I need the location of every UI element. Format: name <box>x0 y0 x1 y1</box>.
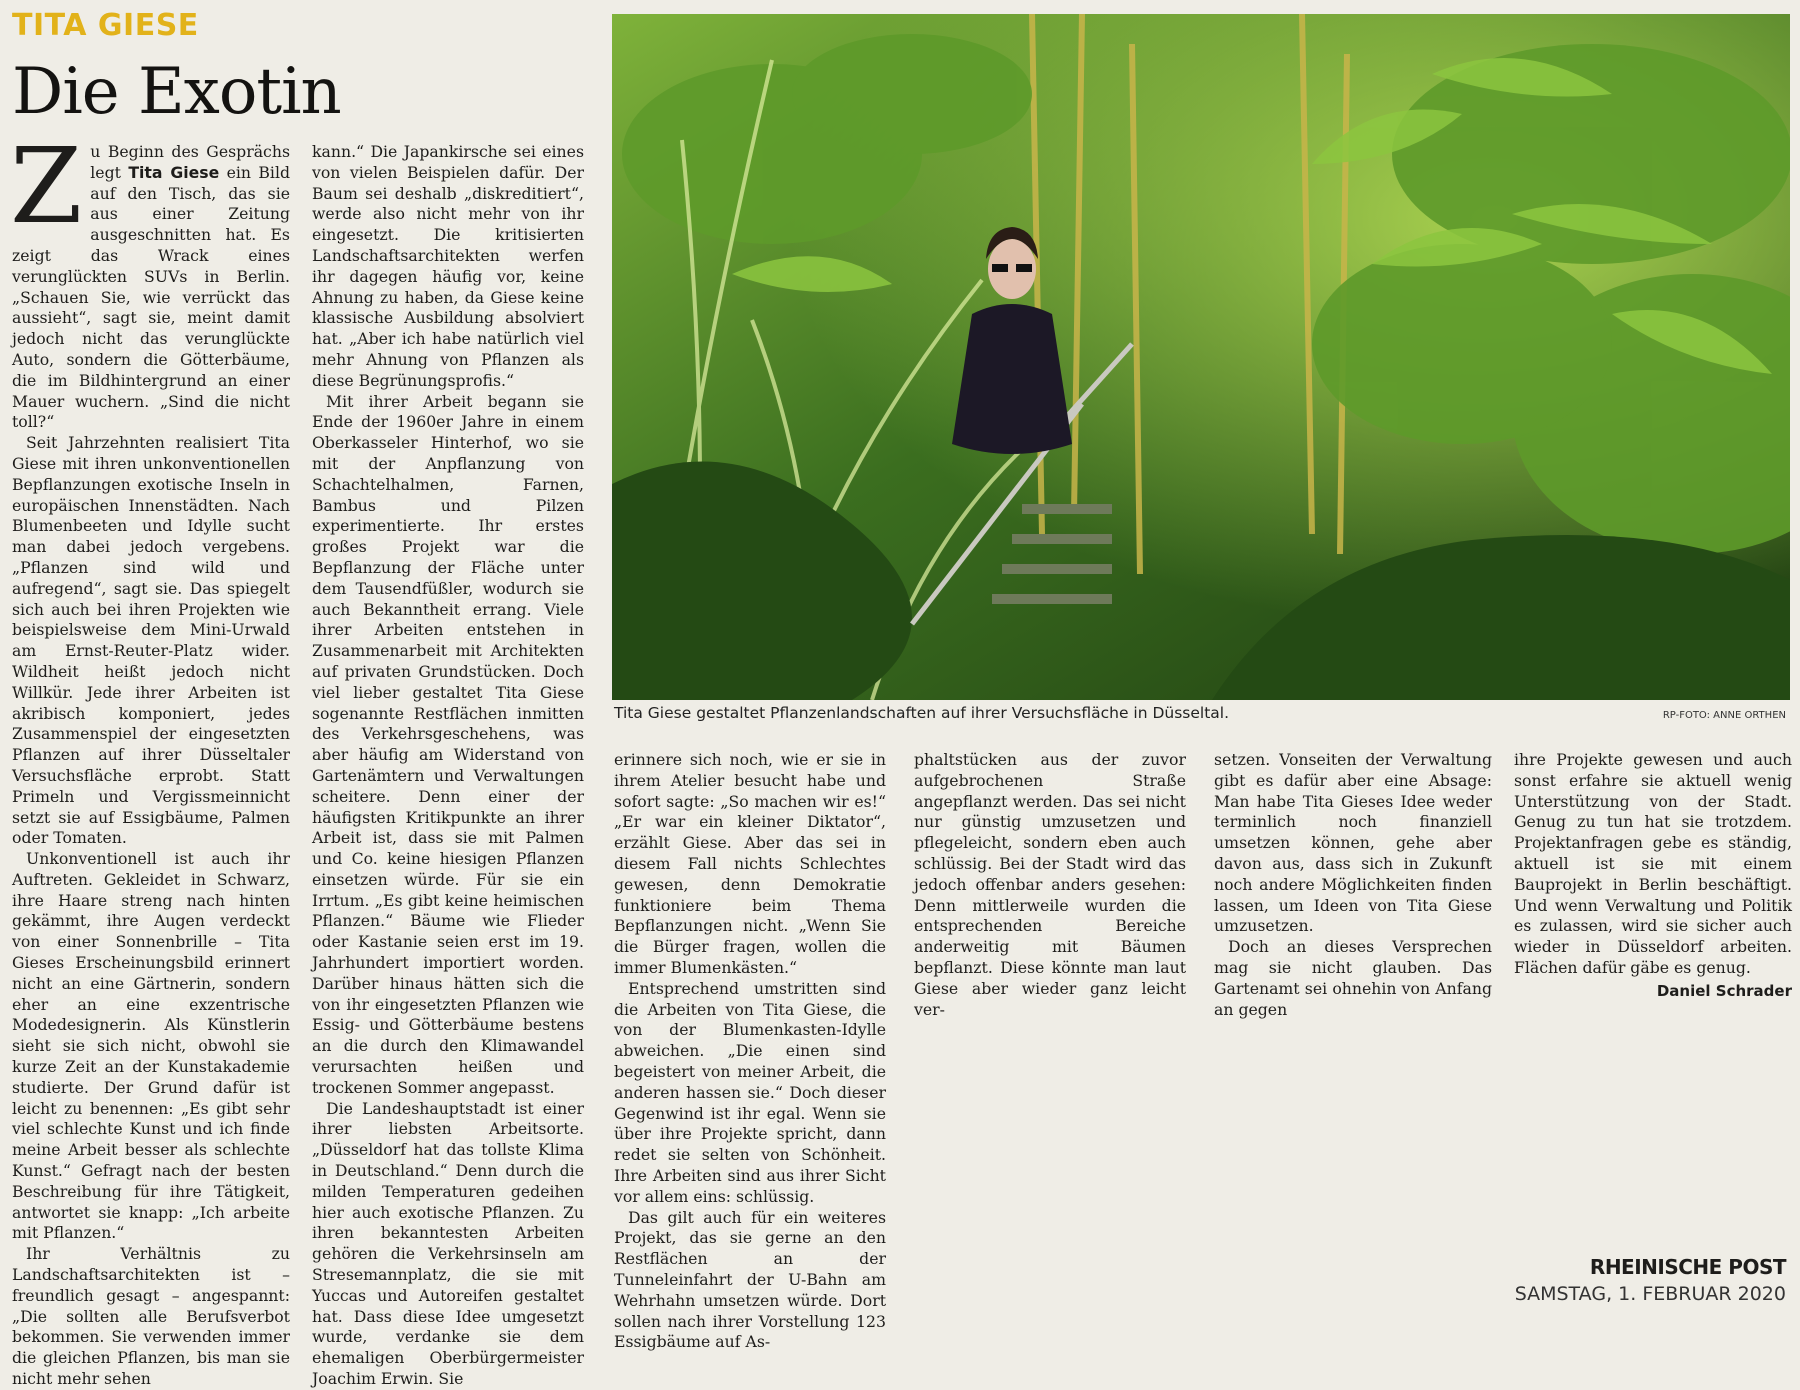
paragraph: Das gilt auch für ein weiteres Projekt, das sie gerne an den Restflächen an der Tunneleinfahrt der U-Bahn am Wehrhahn umsetzen würde. Dort sollen nach ihrer Vorstellung 123 Essigbäume auf As- <box>614 1207 886 1352</box>
article-headline: Die Exotin <box>12 55 341 129</box>
author-byline: Daniel Schrader <box>1656 981 1792 1000</box>
person-name: Tita Giese <box>128 162 220 182</box>
paragraph: Doch an dieses Versprechen mag sie nicht glauben. Das Gartenamt sei ohnehin von Anfang an gegen <box>1214 937 1492 1019</box>
paragraph: ihre Projekte gewesen und auch sonst erfahre sie aktuell wenig Unterstützung von der Stadt. Genug zu tun hat sie trotzdem. Projektanfragen gebe es ständig, aktuell ist sie mit einem Bauprojekt in Berlin beschäftigt. Und wenn Verwaltung und Politik es zulassen, wird sie sicher auch wieder in Düsseldorf arbeiten. Flächen dafür gäbe es genug. <box>1514 750 1792 977</box>
article-column-3 <box>614 750 886 1353</box>
paragraph: kann.“ Die Japankirsche sei eines von vielen Beispielen dafür. Der Baum sei deshalb „diskreditiert“, werde also nicht mehr von ihr eingesetzt. Die kritisierten Landschaftsarchitekten werfen ihr dagegen häufig vor, keine Ahnung zu haben, da Giese keine klassische Ausbildung absolviert hat. „Aber ich habe natürlich viel mehr Ahnung von Pflanzen als diese Begrünungsprofis.“ <box>312 142 584 390</box>
jungle-garden-illustration <box>612 14 1790 700</box>
article-kicker: TITA GIESE <box>12 8 199 43</box>
paragraph: erinnere sich noch, wie er sie in ihrem Atelier besucht habe und sofort sagte: „So machen wir es!“ „Er war ein kleiner Diktator“, erzählt Giese. Aber das sei in diesem Fall nichts Schlechtes gewesen, denn Demokratie funktioniere beim Thema Bepflanzungen nicht. „Wenn Sie die Bürger fragen, wollen die immer Blumenkästen.“ <box>614 750 886 977</box>
paragraph: Die Landeshauptstadt ist einer ihrer liebsten Arbeitsorte. „Düsseldorf hat das tollste Klima in Deutschland.“ Denn durch die milden Temperaturen gedeihen hier auch exotische Pflanzen. Zu ihren bekanntesten Arbeiten gehören die Verkehrsinseln am Stresemannplatz, die sie mit Yuccas und Autoreifen gestaltet hat. Dass diese Idee umgesetzt wurde, verdanke sie dem ehemaligen Oberbürgermeister Joachim Erwin. Sie <box>312 1098 584 1389</box>
paragraph: Seit Jahrzehnten realisiert Tita Giese mit ihren unkonventionellen Bepflanzungen exotische Inseln in europäischen Innenstädten. Nach Blumenbeeten und Idylle sucht man dabei jedoch vergebens. „Pflanzen sind wild und aufregend“, sagt sie. Das spiegelt sich auch bei ihren Projekten wie beispielsweise dem Mini-Urwald am Ernst-Reuter-Platz wider. Wildheit heißt jedoch nicht Willkür. Jede ihrer Arbeiten ist akribisch komponiert, jedes Zusammenspiel der eingesetzten Pflanzen auf ihrer Düsseltaler Versuchsfläche erprobt. Statt Primeln und Vergissmeinnicht setzt sie auf Essigbäume, Palmen oder Tomaten. <box>12 433 290 848</box>
article-photo <box>612 14 1790 700</box>
paragraph: Unkonventionell ist auch ihr Auftreten. Gekleidet in Schwarz, ihre Haare streng nach hinten gekämmt, ihre Augen verdeckt von einer Sonnenbrille – Tita Gieses Erscheinungsbild erinnert nicht an eine Gärtnerin, sondern eher an eine exzentrische Modedesignerin. Als Künstlerin sieht sie sich nicht, obwohl sie kurze Zeit an der Kunstakademie studierte. Der Grund dafür ist leicht zu benennen: „Es gibt sehr viel schlechte Kunst und ich finde meine Arbeit besser als schlechte Kunst.“ Gefragt nach der besten Beschreibung für ihre Tätigkeit, antwortet sie knapp: „Ich arbeite mit Pflanzen.“ <box>12 849 290 1243</box>
paragraph: Ihr Verhältnis zu Landschaftsarchitekten ist – freundlich gesagt – angespannt: „Die sollten alle Berufsverbot bekommen. Sie verwenden immer die gleichen Pflanzen, bis man sie nicht mehr sehen <box>12 1244 290 1389</box>
photo-credit: RP-FOTO: ANNE ORTHEN <box>1662 710 1786 721</box>
paragraph: Zu Beginn des Gesprächs legt Tita Giese ein Bild auf den Tisch, das sie aus einer Zeitung ausgeschnitten hat. Es zeigt das Wrack eines verunglückten SUVs in Berlin. „Schauen Sie, wie verrückt das aussieht“, sagt sie, meint damit jedoch nicht das verunglückte Auto, sondern die Götterbäume, die im Bildhintergrund an einer Mauer wuchern. „Sind die nicht toll?“ <box>10 125 291 432</box>
photo-caption: Tita Giese gestaltet Pflanzenlandschaften auf ihrer Versuchsfläche in Düsseltal. <box>614 704 1230 722</box>
issue-date: SAMSTAG, 1. FEBRUAR 2020 <box>1514 1283 1786 1305</box>
article-column-2 <box>312 142 584 1390</box>
article-column-6 <box>1514 750 1792 1002</box>
newspaper-name: RHEINISCHE POST <box>1589 1255 1786 1279</box>
paragraph: Entsprechend umstritten sind die Arbeiten von Tita Giese, die von der Blumenkasten-Idylle abweichen. „Die einen sind begeistert von meiner Arbeit, die anderen hassen sie.“ Doch dieser Gegenwind ist ihr egal. Wenn sie über ihre Projekte spricht, dann redet sie selten von Schönheit. Ihre Arbeiten sind aus ihrer Sicht vor allem eins: schlüssig. <box>614 978 886 1206</box>
drop-cap: Z <box>10 125 83 247</box>
paragraph: Mit ihrer Arbeit begann sie Ende der 1960er Jahre in einem Oberkasseler Hinterhof, wo sie mit der Anpflanzung von Schachtelhalmen, Farnen, Bambus und Pilzen experimentierte. Ihr erstes großes Projekt war die Bepflanzung der Fläche unter dem Tausendfüßler, wodurch sie auch Bekanntheit errang. Viele ihrer Arbeiten entstehen in Zusammenarbeit mit Architekten auf privaten Grundstücken. Doch viel lieber gestaltet Tita Giese sogenannte Restflächen inmitten des Verkehrsgeschehens, was aber häufig am Widerstand von Gartenämtern und Verwaltungen scheitere. Denn einer der häufigsten Kritikpunkte an ihrer Arbeit ist, dass sie mit Palmen und Co. keine hiesigen Pflanzen einsetzen würde. Für sie ein Irrtum. „Es gibt keine heimischen Pflanzen.“ Bäume wie Flieder oder Kastanie seien erst im 19. Jahrhundert importiert worden. Darüber hinaus hätten sich die von ihr eingesetzten Pflanzen wie Essig- und Götterbäume bestens an die durch den Klimawandel verursachten heißen und trockenen Sommer angepasst. <box>312 391 584 1097</box>
masthead <box>1515 1255 1786 1305</box>
paragraph: phaltstücken aus der zuvor aufgebrochenen Straße angepflanzt werden. Das sei nicht nur günstig umzusetzen und pflegeleicht, sondern eben auch schlüssig. Bei der Stadt wird das jedoch offenbar anders gesehen: Denn mittlerweile wurden die entsprechenden Bereiche anderweitig mit Bäumen bepflanzt. Diese könnte man laut Giese aber wieder ganz leicht ver- <box>914 750 1186 1019</box>
paragraph: setzen. Vonseiten der Verwaltung gibt es dafür aber eine Absage: Man habe Tita Gieses Idee weder terminlich noch finanziell umsetzen können, gehe aber davon aus, dass sich in Zukunft noch andere Möglichkeiten finden lassen, um Ideen von Tita Giese umzusetzen. <box>1214 750 1492 936</box>
article-column-5 <box>1214 750 1492 1020</box>
article-column-4 <box>914 750 1186 1020</box>
article-column-1 <box>10 125 291 1390</box>
